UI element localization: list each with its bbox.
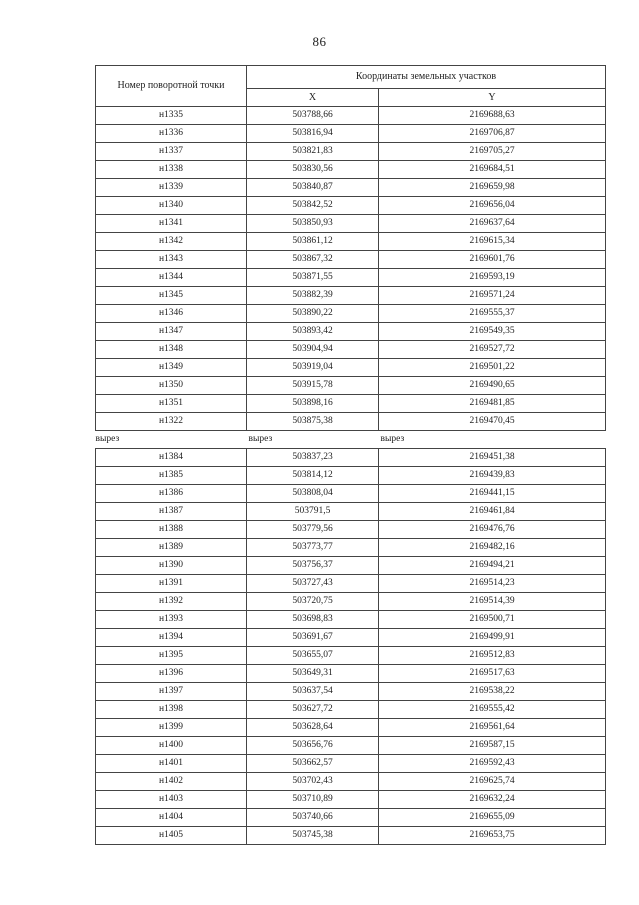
y-coordinate-cell: 2169517,63 [379, 665, 606, 683]
table-row [96, 395, 606, 413]
point-number-cell: н1339 [96, 179, 247, 197]
point-number-cell: н1341 [96, 215, 247, 233]
x-coordinate-cell: 503875,38 [247, 413, 379, 431]
table-row [96, 161, 606, 179]
y-coordinate-cell: 2169561,64 [379, 719, 606, 737]
point-number-cell: н1390 [96, 557, 247, 575]
table-row [96, 593, 606, 611]
table-row [96, 701, 606, 719]
table-row [96, 575, 606, 593]
point-number-cell: н1385 [96, 467, 247, 485]
x-coordinate-cell: 503890,22 [247, 305, 379, 323]
x-coordinate-cell: 503779,56 [247, 521, 379, 539]
y-coordinate-cell: 2169656,04 [379, 197, 606, 215]
y-coordinate-cell: 2169476,76 [379, 521, 606, 539]
point-number-cell: н1337 [96, 143, 247, 161]
table-row [96, 251, 606, 269]
x-coordinate-cell: 503655,07 [247, 647, 379, 665]
x-coordinate-cell: 503628,64 [247, 719, 379, 737]
y-coordinate-cell: 2169615,34 [379, 233, 606, 251]
y-coordinate-cell: 2169659,98 [379, 179, 606, 197]
y-coordinate-cell: 2169637,64 [379, 215, 606, 233]
point-number-cell: н1348 [96, 341, 247, 359]
x-coordinate-cell: 503791,5 [247, 503, 379, 521]
x-coordinate-cell: 503727,43 [247, 575, 379, 593]
y-coordinate-cell: 2169514,23 [379, 575, 606, 593]
table-row [96, 179, 606, 197]
point-number-cell: н1404 [96, 809, 247, 827]
table-row [96, 107, 606, 125]
table-row [96, 215, 606, 233]
table-row [96, 557, 606, 575]
y-coordinate-cell: 2169592,43 [379, 755, 606, 773]
point-number-cell: н1335 [96, 107, 247, 125]
point-number-cell: н1401 [96, 755, 247, 773]
y-coordinate-cell: 2169706,87 [379, 125, 606, 143]
y-coordinate-cell: 2169512,83 [379, 647, 606, 665]
x-coordinate-cell: 503627,72 [247, 701, 379, 719]
cutout-label: вырез [95, 434, 120, 444]
table-body-section-2 [96, 449, 606, 845]
y-coordinate-cell: 2169470,45 [379, 413, 606, 431]
y-coordinate-cell: 2169593,19 [379, 269, 606, 287]
x-coordinate-cell: 503821,83 [247, 143, 379, 161]
table-row [96, 449, 606, 467]
point-number-cell: н1384 [96, 449, 247, 467]
table-row [96, 377, 606, 395]
y-coordinate-cell: 2169549,35 [379, 323, 606, 341]
point-number-cell: н1388 [96, 521, 247, 539]
x-coordinate-cell: 503919,04 [247, 359, 379, 377]
y-coordinate-cell: 2169481,85 [379, 395, 606, 413]
y-coordinate-cell: 2169587,15 [379, 737, 606, 755]
x-coordinate-cell: 503882,39 [247, 287, 379, 305]
point-number-cell: н1397 [96, 683, 247, 701]
header-y: Y [379, 89, 606, 107]
table-row [96, 503, 606, 521]
table-row [96, 719, 606, 737]
point-number-cell: н1392 [96, 593, 247, 611]
point-number-cell: н1395 [96, 647, 247, 665]
table-row [96, 755, 606, 773]
y-coordinate-cell: 2169653,75 [379, 827, 606, 845]
x-coordinate-cell: 503808,04 [247, 485, 379, 503]
y-coordinate-cell: 2169499,91 [379, 629, 606, 647]
header-x: X [247, 89, 379, 107]
table-row [96, 791, 606, 809]
table-row [96, 269, 606, 287]
point-number-cell: н1322 [96, 413, 247, 431]
x-coordinate-cell: 503871,55 [247, 269, 379, 287]
x-coordinate-cell: 503840,87 [247, 179, 379, 197]
point-number-cell: н1343 [96, 251, 247, 269]
point-number-cell: н1342 [96, 233, 247, 251]
x-coordinate-cell: 503740,66 [247, 809, 379, 827]
x-coordinate-cell: 503837,23 [247, 449, 379, 467]
point-number-cell: н1351 [96, 395, 247, 413]
x-coordinate-cell: 503867,32 [247, 251, 379, 269]
table-row [96, 647, 606, 665]
y-coordinate-cell: 2169555,37 [379, 305, 606, 323]
x-coordinate-cell: 503756,37 [247, 557, 379, 575]
page-number: 86 [312, 34, 327, 49]
table-row [96, 773, 606, 791]
point-number-cell: н1387 [96, 503, 247, 521]
cutout-label: вырез [380, 434, 405, 444]
x-coordinate-cell: 503893,42 [247, 323, 379, 341]
point-number-cell: н1394 [96, 629, 247, 647]
point-number-cell: н1405 [96, 827, 247, 845]
y-coordinate-cell: 2169527,72 [379, 341, 606, 359]
header-point-number: Номер поворотной точки [96, 66, 247, 107]
point-number-cell: н1344 [96, 269, 247, 287]
point-number-cell: н1398 [96, 701, 247, 719]
point-number-cell: н1350 [96, 377, 247, 395]
y-coordinate-cell: 2169514,39 [379, 593, 606, 611]
x-coordinate-cell: 503915,78 [247, 377, 379, 395]
y-coordinate-cell: 2169501,22 [379, 359, 606, 377]
table-row [96, 323, 606, 341]
x-coordinate-cell: 503698,83 [247, 611, 379, 629]
table-row [96, 197, 606, 215]
y-coordinate-cell: 2169482,16 [379, 539, 606, 557]
table-row [96, 287, 606, 305]
y-coordinate-cell: 2169490,65 [379, 377, 606, 395]
point-number-cell: н1349 [96, 359, 247, 377]
x-coordinate-cell: 503649,31 [247, 665, 379, 683]
point-number-cell: н1389 [96, 539, 247, 557]
x-coordinate-cell: 503816,94 [247, 125, 379, 143]
table-row [96, 359, 606, 377]
y-coordinate-cell: 2169441,15 [379, 485, 606, 503]
table-row [96, 233, 606, 251]
point-number-cell: н1340 [96, 197, 247, 215]
table-row [96, 611, 606, 629]
table-row [96, 521, 606, 539]
y-coordinate-cell: 2169500,71 [379, 611, 606, 629]
point-number-cell: н1345 [96, 287, 247, 305]
y-coordinate-cell: 2169555,42 [379, 701, 606, 719]
y-coordinate-cell: 2169688,63 [379, 107, 606, 125]
table-row [96, 467, 606, 485]
x-coordinate-cell: 503656,76 [247, 737, 379, 755]
point-number-cell: н1338 [96, 161, 247, 179]
point-number-cell: н1400 [96, 737, 247, 755]
table-row [96, 737, 606, 755]
table-row [96, 539, 606, 557]
y-coordinate-cell: 2169684,51 [379, 161, 606, 179]
table-row [96, 629, 606, 647]
x-coordinate-cell: 503814,12 [247, 467, 379, 485]
x-coordinate-cell: 503830,56 [247, 161, 379, 179]
point-number-cell: н1402 [96, 773, 247, 791]
cutout-row [96, 431, 606, 449]
y-coordinate-cell: 2169625,74 [379, 773, 606, 791]
point-number-cell: н1346 [96, 305, 247, 323]
x-coordinate-cell: 503637,54 [247, 683, 379, 701]
point-number-cell: н1336 [96, 125, 247, 143]
x-coordinate-cell: 503898,16 [247, 395, 379, 413]
x-coordinate-cell: 503745,38 [247, 827, 379, 845]
table-row [96, 125, 606, 143]
coordinates-table [95, 65, 606, 845]
x-coordinate-cell: 503861,12 [247, 233, 379, 251]
y-coordinate-cell: 2169655,09 [379, 809, 606, 827]
y-coordinate-cell: 2169494,21 [379, 557, 606, 575]
y-coordinate-cell: 2169632,24 [379, 791, 606, 809]
y-coordinate-cell: 2169601,76 [379, 251, 606, 269]
table-header-row [96, 66, 606, 89]
point-number-cell: н1396 [96, 665, 247, 683]
point-number-cell: н1393 [96, 611, 247, 629]
point-number-cell: н1386 [96, 485, 247, 503]
table-row [96, 809, 606, 827]
table-row [96, 143, 606, 161]
point-number-cell: н1347 [96, 323, 247, 341]
x-coordinate-cell: 503710,89 [247, 791, 379, 809]
x-coordinate-cell: 503691,67 [247, 629, 379, 647]
point-number-cell: н1391 [96, 575, 247, 593]
x-coordinate-cell: 503662,57 [247, 755, 379, 773]
x-coordinate-cell: 503904,94 [247, 341, 379, 359]
table-row [96, 485, 606, 503]
x-coordinate-cell: 503850,93 [247, 215, 379, 233]
x-coordinate-cell: 503702,43 [247, 773, 379, 791]
y-coordinate-cell: 2169461,84 [379, 503, 606, 521]
y-coordinate-cell: 2169439,83 [379, 467, 606, 485]
point-number-cell: н1403 [96, 791, 247, 809]
x-coordinate-cell: 503720,75 [247, 593, 379, 611]
table-row [96, 665, 606, 683]
table-row [96, 827, 606, 845]
table-row [96, 413, 606, 431]
y-coordinate-cell: 2169451,38 [379, 449, 606, 467]
table-cutout-section [96, 431, 606, 449]
y-coordinate-cell: 2169705,27 [379, 143, 606, 161]
header-coordinates: Координаты земельных участков [247, 66, 606, 89]
table-row [96, 305, 606, 323]
point-number-cell: н1399 [96, 719, 247, 737]
table-row [96, 683, 606, 701]
cutout-label: вырез [248, 434, 273, 444]
x-coordinate-cell: 503788,66 [247, 107, 379, 125]
table-body-section-1 [96, 107, 606, 431]
y-coordinate-cell: 2169538,22 [379, 683, 606, 701]
table-row [96, 341, 606, 359]
x-coordinate-cell: 503842,52 [247, 197, 379, 215]
x-coordinate-cell: 503773,77 [247, 539, 379, 557]
y-coordinate-cell: 2169571,24 [379, 287, 606, 305]
